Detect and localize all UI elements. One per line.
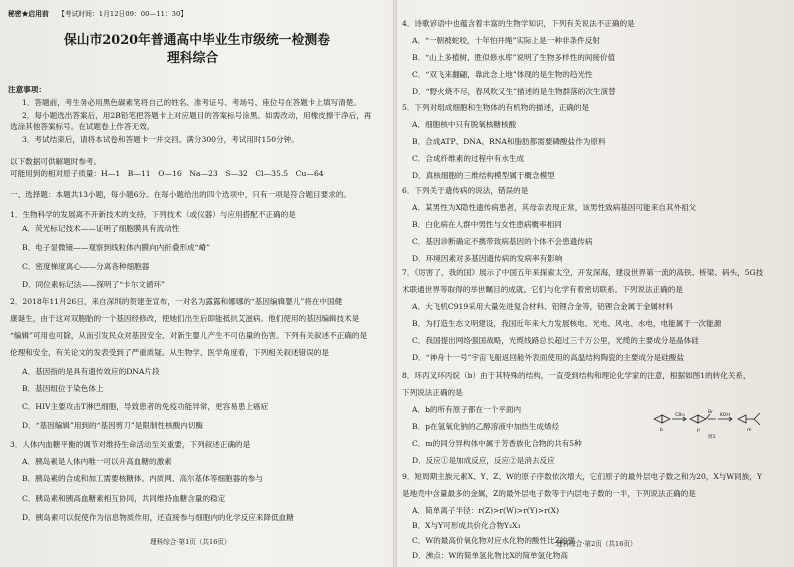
- option: C．密度梯度离心——分离各种细胞器: [22, 262, 150, 271]
- question-2-text: 康诞生，由于这对双胞胎的一个基因经修改，使她们出生后即能抵抗艾滋病。他们使用的基因编辑技术是: [10, 314, 360, 323]
- question-9-text: 9．短周期主族元素X、Y、Z、W的原子序数依次增大，它们原子的最外层电子数之和为20，X与W同族，Y: [402, 472, 762, 481]
- option: C．胰岛素和胰高血糖素相互协同，共同维持血糖含量的稳定: [22, 494, 226, 503]
- reagent-label: Br: [708, 410, 714, 415]
- option: B．X与Y可形成共价化合物Y₂X₃: [412, 521, 521, 530]
- page-1: [0, 0, 392, 567]
- option: D．同位素标记法——探明了“卡尔文循环”: [22, 280, 165, 289]
- option: D．“野火烧不尽，春风吹又生”描述的是生物群落的次生演替: [412, 87, 616, 96]
- page-fold: [393, 0, 397, 567]
- option: D．“基因编辑”用到的“基因剪刀”是限制性核酸内切酶: [22, 421, 204, 430]
- notice-item: 3．考试结束后，请将本试卷和答题卡一并交回。满分300分，考试用时150分钟。: [22, 135, 299, 144]
- question-6-stem: 6．下列关于遗传病的说法，错误的是: [402, 186, 529, 195]
- question-8-text: 下列说法正确的是: [402, 388, 463, 397]
- reagent-label: CBr₂: [675, 413, 686, 418]
- molecule-b-ring: [654, 415, 662, 423]
- option: A．基因指的是具有遗传效应的DNA片段: [22, 367, 160, 376]
- molecule-p-ring: [698, 415, 706, 423]
- option: A．b的所有原子都在一个平面内: [412, 405, 522, 414]
- option: C．我国提出网络强国战略，光缆线路总长超过三千万公里，光缆的主要成分是晶体硅: [412, 336, 699, 345]
- option: D．反应①是加成反应，反应②是消去反应: [412, 456, 555, 465]
- option: B．胰岛素的合成和加工需要核糖体、内质网、高尔基体等细胞器的参与: [22, 474, 263, 483]
- option: D．真核细胞的三维结构模型属于概念模型: [412, 171, 555, 180]
- question-2-text: 2．2018年11月26日，来自深圳的贺建奎宣布，一对名为露露和娜娜的“基因编辑婴儿”将在中国健: [10, 297, 343, 306]
- molecule-b-ring: [662, 415, 670, 423]
- option: C．“双飞来翻翩，靠此念上地”体现的是生物的趋光性: [412, 70, 593, 79]
- option: D．“神舟十一号”宇宙飞船返回舱外表面使用的高温结构陶瓷的主要成分是硅酸盐: [412, 353, 685, 362]
- figure-caption: 图1: [708, 435, 716, 439]
- reaction-scheme-figure: [650, 405, 780, 439]
- option: C．W的最高价氧化物对应水化物的酸性比Z的强: [412, 536, 576, 545]
- notice-item: 1．答题前，考生务必用黑色碳素笔将自己的姓名、准考证号、考场号、座位号在答题卡上填写清楚。: [22, 98, 361, 107]
- page-footer: 理科综合·第2页（共16页）: [556, 540, 637, 548]
- reagent-label: KOH: [720, 413, 730, 418]
- notice-item: 2．每小题选出答案后，用2B铅笔把答题卡上对应题目的答案标号涂黑。如需改动，用橡皮擦干净后，再: [22, 111, 372, 120]
- molecule-label: m: [747, 428, 752, 433]
- option: B．为打造生态文明建设，我国近年来大力发展核电、光电、风电、水电，电能属于一次能源: [412, 319, 722, 328]
- option: C．合成纤维素的过程中有水生成: [412, 154, 525, 163]
- page-2: [398, 0, 794, 567]
- option: C．HIV主要攻击T淋巴细胞，导致患者的免疫功能异常，更容易患上癌症: [22, 402, 269, 411]
- question-7-text: 7．《厉害了，我的国》展示了中国五年来探索太空，开发深海，建设世界第一流的高铁、桥梁、码头，5G技: [402, 268, 764, 277]
- option: D．沸点：W的简单氢化物比X的简单氢化物高: [412, 551, 568, 560]
- option: A．胰岛素是人体内唯一可以升高血糖的激素: [22, 457, 172, 466]
- secret-label: 秘密★启用前: [8, 10, 49, 18]
- option: C．基因诊断确定不携带致病基因的个体不会患遗传病: [412, 237, 593, 246]
- option: A．某男性为X隐性遗传病患者，其母亲表现正常，该男性致病基因可能来自其外祖父: [412, 203, 697, 212]
- molecule-p-ring: [690, 415, 698, 423]
- atomic-masses: 可能用到的相对原子质量：H—1 B—11 O—16 Na—23 S—32 Cl—35.5 Cu—64: [10, 169, 324, 178]
- exam-subtitle: 理科综合: [167, 51, 219, 66]
- notice-item: 选涂其他答案标号。在试题卷上作答无效。: [10, 122, 155, 131]
- option: B．白化病在人群中男性与女性患病概率相同: [412, 220, 562, 229]
- molecule-label: b: [660, 428, 663, 433]
- exam-time: 【考试时间：1月12日09：00—11：30】: [58, 10, 188, 18]
- data-intro: 以下数据可供解题时参考。: [10, 157, 102, 166]
- molecule-m-ring: [738, 415, 746, 423]
- question-8-text: 8．环丙叉环丙烷（b）由于其特殊的结构，一直受到结构和理论化学家的注意，根据如图1的转化关系，: [402, 371, 751, 380]
- option: A．简单离子半径：r(Z)>r(W)>r(Y)>r(X): [412, 506, 560, 515]
- question-7-text: 术联通世界等取得的举世瞩目的成就。它们与化学有着密切联系。下列说法正确的是: [402, 285, 683, 294]
- question-1-stem: 1．生物科学的发展离不开新技术的支持，下列技术（或仪器）与应用搭配不正确的是: [10, 210, 296, 219]
- option: D．胰岛素可以促使作为信息物质作用，还直接参与细胞内的化学反应来降低血糖: [22, 513, 294, 522]
- page-footer: 理科综合·第1页（共16页）: [150, 538, 231, 546]
- question-5-stem: 5．下列对组成细胞和生物体的有机物的描述，正确的是: [402, 103, 590, 112]
- option: A．荧光标记技术——证明了细胞膜具有流动性: [22, 224, 180, 233]
- question-2-text: 伦理和安全，有关论文的发表受到了严重质疑。从生物学、医学角度看，下列相关叙述错误的是: [10, 348, 329, 357]
- option: A．“一朝被蛇咬，十年怕井绳”实际上是一种非条件反射: [412, 36, 600, 45]
- question-2-text: “编辑”可用也可除，从而引发民众对基因安全、对新生婴儿产生不可估量的伤害。下列有关叙述不正确的是: [10, 331, 368, 340]
- question-4-stem: 4．诗歌谚语中也蕴含着丰富的生物学知识，下列有关说法不正确的是: [402, 19, 635, 28]
- option: C．m的同分异构体中属于芳香族化合物的共有5种: [412, 439, 582, 448]
- notice-heading: 注意事项：: [8, 85, 46, 94]
- molecule-label: p: [697, 428, 700, 433]
- option: B．p在氢氧化钠的乙醇溶液中加热生成烯烃: [412, 422, 560, 431]
- option: D．环境因素对多基因遗传病的发病率有影响: [412, 254, 563, 263]
- option: B．电子显微镜——观察到线粒体内膜向内折叠形成“嵴”: [22, 243, 210, 252]
- option: B．合成ATP、DNA、RNA和脂肪都需要磷酸盐作为原料: [412, 137, 606, 146]
- section-heading: 一、选择题：本题共13小题，每小题6分。在每小题给出的四个选项中，只有一项是符合题目要求的。: [10, 190, 352, 199]
- option: A．大飞机C919采用大量先进复合材料、铝锂合金等，铝锂合金属于金属材料: [412, 302, 674, 311]
- option: B．基因组位于染色体上: [22, 384, 104, 393]
- exam-title: 保山市2020年普通高中毕业生市级统一检测卷: [64, 33, 330, 48]
- question-9-text: 是地壳中含量最多的金属，Z的最外层电子数等于内层电子数的一半，下列说法正确的是: [402, 489, 696, 498]
- question-3-stem: 3．人体内血糖平衡的调节对维持生命活动至关重要，下列叙述正确的是: [10, 440, 251, 449]
- option: A．细胞核中只有脱氧核糖核酸: [412, 120, 517, 129]
- option: B．“山上多植树，胜似修水库”说明了生物多样性的间接价值: [412, 53, 616, 62]
